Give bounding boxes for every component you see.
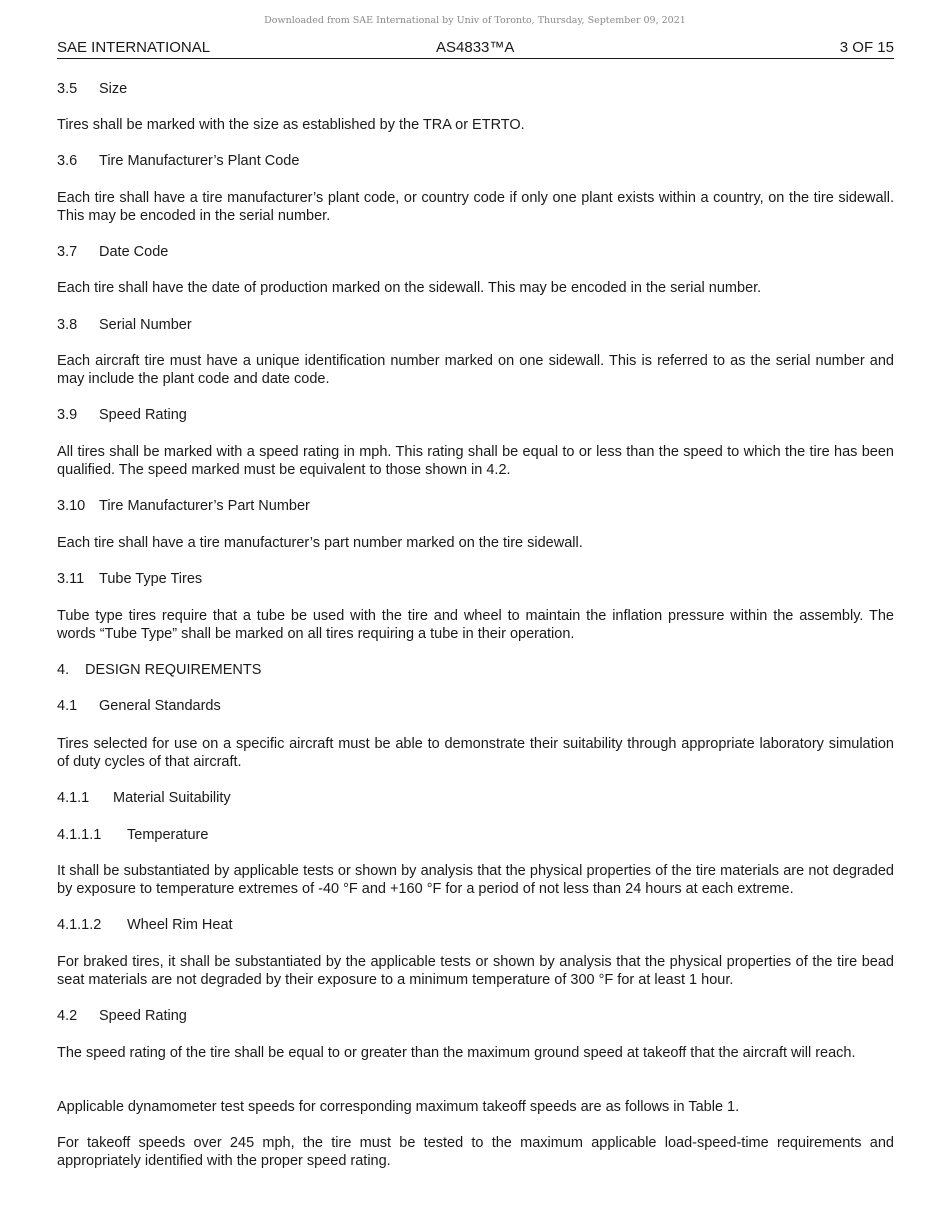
section-heading	[57, 570, 894, 588]
section-heading	[57, 243, 894, 261]
section-title: Speed Rating	[99, 407, 187, 423]
section-number: 3.6	[57, 153, 78, 169]
section-number: 3.5	[57, 81, 78, 97]
section-title: Material Suitability	[113, 790, 231, 806]
section-title: Speed Rating	[99, 1008, 187, 1024]
header-page-number: 3 OF 15	[839, 39, 894, 56]
paragraph: Each tire shall have a tire manufacturer’s plant code, or country code if only one plant exists within a country, on the tire sidewall. This may be encoded in the serial number.	[57, 190, 894, 224]
section-heading	[57, 789, 894, 807]
paragraph: Applicable dynamometer test speeds for corresponding maximum takeoff speeds are as follows in Table 1.	[57, 1099, 740, 1115]
paragraph: For braked tires, it shall be substantiated by the applicable tests or shown by analysis that the physical properties of the tire bead seat materials are not degraded by their exposure to a minimum temperature of 300 °F for at least 1 hour.	[57, 954, 894, 988]
section-number: 4.1.1.2	[57, 917, 102, 933]
section-heading	[57, 697, 894, 715]
section-title: Wheel Rim Heat	[127, 917, 233, 933]
section-heading	[57, 152, 894, 170]
header-organization: SAE INTERNATIONAL	[57, 39, 211, 56]
paragraph: All tires shall be marked with a speed rating in mph. This rating shall be equal to or less than the speed to which the tire has been qualified. The speed marked must be equivalent to those shown in 4.2.	[57, 444, 894, 478]
header-document-id: AS4833™A	[436, 39, 515, 56]
section-title: Temperature	[127, 827, 209, 843]
paragraph: Each tire shall have a tire manufacturer’s part number marked on the tire sidewall.	[57, 535, 583, 551]
section-title: Tire Manufacturer’s Part Number	[99, 498, 310, 514]
section-number: 4.1.1.1	[57, 827, 102, 843]
section-number: 3.10	[57, 498, 86, 514]
paragraph: Each tire shall have the date of production marked on the sidewall. This may be encoded in the serial number.	[57, 280, 762, 296]
paragraph: Tube type tires require that a tube be used with the tire and wheel to maintain the inflation pressure within the assembly. The words “Tube Type” shall be marked on all tires requiring a tube in their operation.	[57, 608, 894, 642]
section-title: DESIGN REQUIREMENTS	[85, 662, 262, 678]
section-heading	[57, 406, 894, 424]
section-heading	[57, 826, 894, 844]
section-number: 3.7	[57, 244, 78, 260]
section-number: 3.8	[57, 317, 78, 333]
section-title: Date Code	[99, 244, 169, 260]
section-number: 4.	[57, 662, 70, 678]
section-heading	[57, 1007, 894, 1025]
paragraph: The speed rating of the tire shall be equal to or greater than the maximum ground speed at takeoff that the aircraft will reach.	[57, 1045, 856, 1061]
section-heading	[57, 497, 894, 515]
paragraph: It shall be substantiated by applicable tests or shown by analysis that the physical properties of the tire materials are not degraded by exposure to temperature extremes of -40 °F and +160 °F for a period of not less than 24 hours at each extreme.	[57, 863, 894, 897]
section-number: 4.1.1	[57, 790, 90, 806]
paragraph: Tires selected for use on a specific aircraft must be able to demonstrate their suitability through appropriate laboratory simulation of duty cycles of that aircraft.	[57, 736, 894, 770]
paragraph: For takeoff speeds over 245 mph, the tire must be tested to the maximum applicable load-speed-time requirements and appropriately identified with the proper speed rating.	[57, 1135, 894, 1169]
section-title: Tire Manufacturer’s Plant Code	[99, 153, 300, 169]
section-heading	[57, 916, 894, 934]
section-number: 3.11	[57, 571, 85, 587]
section-title: Serial Number	[99, 317, 192, 333]
page-header	[57, 38, 894, 59]
section-number: 4.2	[57, 1008, 78, 1024]
section-number: 4.1	[57, 698, 78, 714]
download-watermark: Downloaded from SAE International by Univ of Toronto, Thursday, September 09, 2021	[264, 15, 686, 26]
section-title: General Standards	[99, 698, 221, 714]
section-title: Tube Type Tires	[99, 571, 203, 587]
paragraph: Tires shall be marked with the size as established by the TRA or ETRTO.	[57, 117, 525, 133]
section-heading	[57, 316, 894, 334]
section-heading	[57, 80, 894, 98]
section-title: Size	[99, 81, 128, 97]
section-heading	[57, 661, 894, 679]
paragraph: Each aircraft tire must have a unique identification number marked on one sidewall. This is referred to as the serial number and may include the plant code and date code.	[57, 353, 894, 387]
section-number: 3.9	[57, 407, 78, 423]
